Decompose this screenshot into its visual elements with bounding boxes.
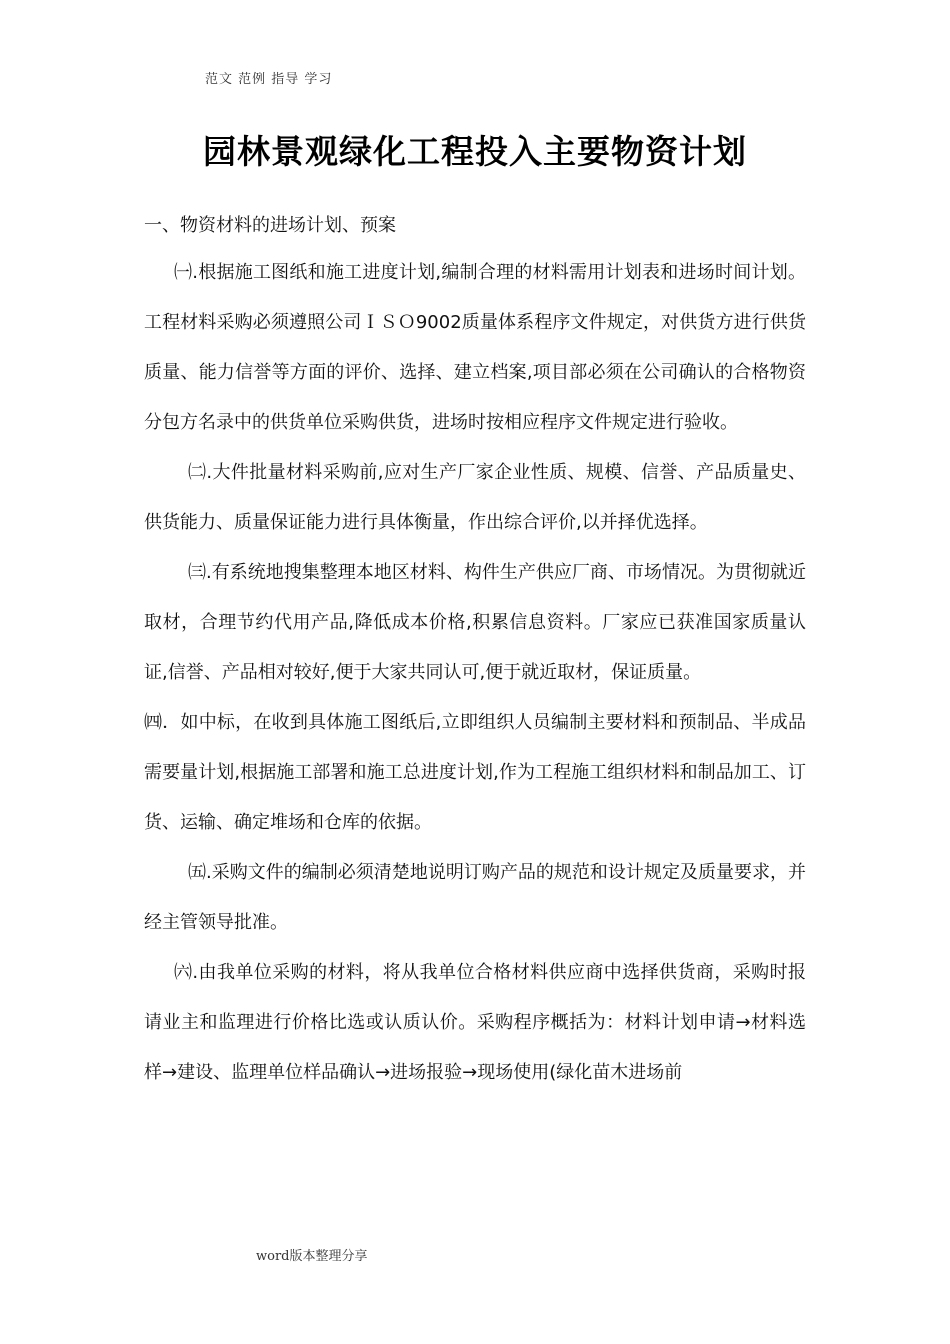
document-title: 园林景观绿化工程投入主要物资计划: [203, 132, 747, 171]
document-body: [144, 206, 806, 1098]
page-footer-note: word版本整理分享: [256, 1249, 368, 1264]
section-heading: 一、物资材料的进场计划、预案: [144, 215, 396, 236]
paragraph-2: ㈡.大件批量材料采购前,应对生产厂家企业性质、规模、信誉、产品质量史、供货能力、质量保证能力进行具体衡量，作出综合评价,以并择优选择。: [144, 462, 806, 533]
paragraph-5: ㈤.采购文件的编制必须清楚地说明订购产品的规范和设计规定及质量要求，并经主管领导批准。: [144, 862, 806, 933]
page-header-note: 范文 范例 指导 学习: [205, 72, 333, 87]
paragraph-3: ㈢.有系统地搜集整理本地区材料、构件生产供应厂商、市场情况。为贯彻就近取材，合理节约代用产品,降低成本价格,积累信息资料。厂家应已获准国家质量认证,信誉、产品相对较好,便于大家共同认可,便于就近取材，保证质量。: [144, 562, 806, 683]
paragraph-4: ㈣．如中标，在收到具体施工图纸后,立即组织人员编制主要材料和预制品、半成品需要量计划,根据施工部署和施工总进度计划,作为工程施工组织材料和制品加工、订货、运输、确定堆场和仓库的依据。: [144, 712, 806, 833]
paragraph-6: ㈥.由我单位采购的材料，将从我单位合格材料供应商中选择供货商，采购时报请业主和监理进行价格比选或认质认价。采购程序概括为：材料计划申请→材料选样→建设、监理单位样品确认→进场报验→现场使用(绿化苗木进场前: [144, 962, 806, 1083]
paragraph-1: ㈠.根据施工图纸和施工进度计划,编制合理的材料需用计划表和进场时间计划。工程材料采购必须遵照公司ＩＳＯ9002质量体系程序文件规定，对供货方进行供货质量、能力信誉等方面的评价、选择、建立档案,项目部必须在公司确认的合格物资分包方名录中的供货单位采购供货，进场时按相应程序文件规定进行验收。: [144, 262, 806, 433]
